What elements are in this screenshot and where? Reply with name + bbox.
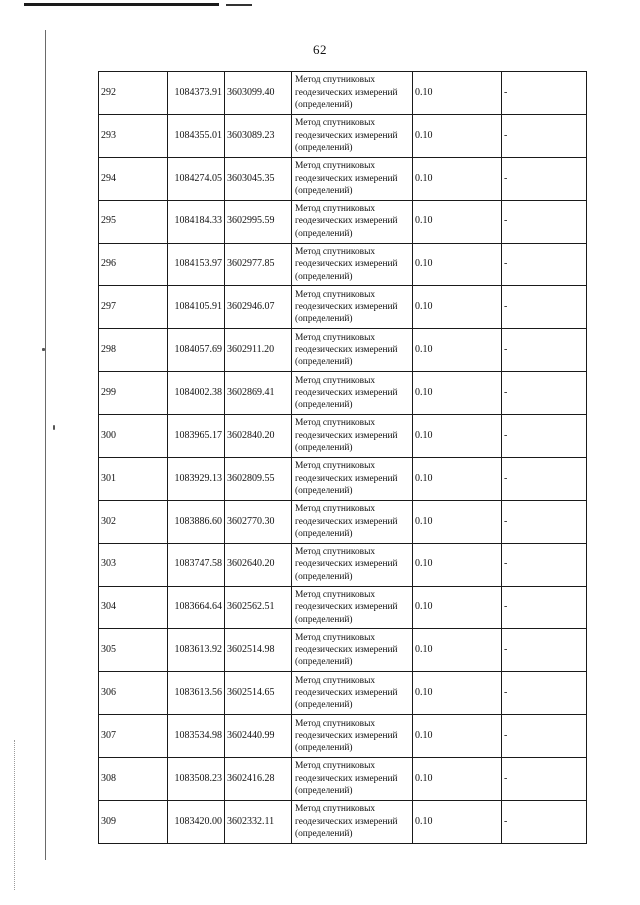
note-cell: - <box>502 200 587 243</box>
y-coordinate-cell: 3603089.23 <box>225 114 292 157</box>
coordinates-table-body <box>99 72 587 844</box>
point-number-cell: 301 <box>99 457 168 500</box>
note-cell: - <box>502 543 587 586</box>
x-coordinate-cell: 1084373.91 <box>168 72 225 115</box>
x-coordinate-cell: 1083613.56 <box>168 672 225 715</box>
x-coordinate-cell: 1083664.64 <box>168 586 225 629</box>
method-cell: Метод спутниковых геодезических измерений (определений) <box>292 800 413 843</box>
x-coordinate-cell: 1083508.23 <box>168 758 225 801</box>
table-row <box>99 672 587 715</box>
point-number-cell: 308 <box>99 758 168 801</box>
method-cell: Метод спутниковых геодезических измерений (определений) <box>292 329 413 372</box>
table-row <box>99 72 587 115</box>
note-cell: - <box>502 758 587 801</box>
x-coordinate-cell: 1084105.91 <box>168 286 225 329</box>
x-coordinate-cell: 1084057.69 <box>168 329 225 372</box>
x-coordinate-cell: 1084002.38 <box>168 372 225 415</box>
scan-edge-line-left <box>45 30 46 860</box>
scan-edge-dots-left <box>14 740 16 890</box>
accuracy-cell: 0.10 <box>413 800 502 843</box>
method-cell: Метод спутниковых геодезических измерений (определений) <box>292 200 413 243</box>
y-coordinate-cell: 3602332.11 <box>225 800 292 843</box>
table-row <box>99 457 587 500</box>
accuracy-cell: 0.10 <box>413 457 502 500</box>
scan-smudge <box>42 348 45 351</box>
method-cell: Метод спутниковых геодезических измерений (определений) <box>292 372 413 415</box>
accuracy-cell: 0.10 <box>413 500 502 543</box>
x-coordinate-cell: 1083613.92 <box>168 629 225 672</box>
table-row <box>99 157 587 200</box>
point-number-cell: 304 <box>99 586 168 629</box>
note-cell: - <box>502 372 587 415</box>
note-cell: - <box>502 329 587 372</box>
y-coordinate-cell: 3602770.30 <box>225 500 292 543</box>
point-number-cell: 297 <box>99 286 168 329</box>
note-cell: - <box>502 114 587 157</box>
note-cell: - <box>502 457 587 500</box>
accuracy-cell: 0.10 <box>413 543 502 586</box>
point-number-cell: 295 <box>99 200 168 243</box>
table-row <box>99 200 587 243</box>
x-coordinate-cell: 1084355.01 <box>168 114 225 157</box>
method-cell: Метод спутниковых геодезических измерений (определений) <box>292 543 413 586</box>
x-coordinate-cell: 1083886.60 <box>168 500 225 543</box>
method-cell: Метод спутниковых геодезических измерений (определений) <box>292 457 413 500</box>
x-coordinate-cell: 1084274.05 <box>168 157 225 200</box>
table-row <box>99 758 587 801</box>
y-coordinate-cell: 3602977.85 <box>225 243 292 286</box>
table-row <box>99 715 587 758</box>
y-coordinate-cell: 3602562.51 <box>225 586 292 629</box>
y-coordinate-cell: 3602514.65 <box>225 672 292 715</box>
method-cell: Метод спутниковых геодезических измерений (определений) <box>292 72 413 115</box>
table-row <box>99 243 587 286</box>
point-number-cell: 299 <box>99 372 168 415</box>
x-coordinate-cell: 1083929.13 <box>168 457 225 500</box>
method-cell: Метод спутниковых геодезических измерений (определений) <box>292 500 413 543</box>
accuracy-cell: 0.10 <box>413 372 502 415</box>
y-coordinate-cell: 3602946.07 <box>225 286 292 329</box>
point-number-cell: 300 <box>99 415 168 458</box>
note-cell: - <box>502 715 587 758</box>
accuracy-cell: 0.10 <box>413 114 502 157</box>
note-cell: - <box>502 157 587 200</box>
y-coordinate-cell: 3602416.28 <box>225 758 292 801</box>
x-coordinate-cell: 1083534.98 <box>168 715 225 758</box>
table-row <box>99 372 587 415</box>
point-number-cell: 293 <box>99 114 168 157</box>
accuracy-cell: 0.10 <box>413 672 502 715</box>
y-coordinate-cell: 3603045.35 <box>225 157 292 200</box>
scan-mark-top <box>226 4 252 6</box>
y-coordinate-cell: 3602995.59 <box>225 200 292 243</box>
point-number-cell: 306 <box>99 672 168 715</box>
y-coordinate-cell: 3602869.41 <box>225 372 292 415</box>
table-row <box>99 500 587 543</box>
point-number-cell: 292 <box>99 72 168 115</box>
accuracy-cell: 0.10 <box>413 243 502 286</box>
table-row <box>99 114 587 157</box>
coordinates-table <box>98 71 587 844</box>
method-cell: Метод спутниковых геодезических измерений (определений) <box>292 672 413 715</box>
accuracy-cell: 0.10 <box>413 157 502 200</box>
accuracy-cell: 0.10 <box>413 415 502 458</box>
accuracy-cell: 0.10 <box>413 586 502 629</box>
table-row <box>99 586 587 629</box>
x-coordinate-cell: 1084184.33 <box>168 200 225 243</box>
point-number-cell: 309 <box>99 800 168 843</box>
method-cell: Метод спутниковых геодезических измерений (определений) <box>292 286 413 329</box>
point-number-cell: 294 <box>99 157 168 200</box>
table-row <box>99 543 587 586</box>
method-cell: Метод спутниковых геодезических измерений (определений) <box>292 243 413 286</box>
y-coordinate-cell: 3602640.20 <box>225 543 292 586</box>
method-cell: Метод спутниковых геодезических измерений (определений) <box>292 415 413 458</box>
point-number-cell: 296 <box>99 243 168 286</box>
point-number-cell: 307 <box>99 715 168 758</box>
accuracy-cell: 0.10 <box>413 329 502 372</box>
note-cell: - <box>502 586 587 629</box>
point-number-cell: 305 <box>99 629 168 672</box>
table-row <box>99 800 587 843</box>
y-coordinate-cell: 3602514.98 <box>225 629 292 672</box>
y-coordinate-cell: 3603099.40 <box>225 72 292 115</box>
method-cell: Метод спутниковых геодезических измерений (определений) <box>292 586 413 629</box>
note-cell: - <box>502 672 587 715</box>
table-row <box>99 629 587 672</box>
note-cell: - <box>502 629 587 672</box>
y-coordinate-cell: 3602809.55 <box>225 457 292 500</box>
table-row <box>99 286 587 329</box>
note-cell: - <box>502 415 587 458</box>
x-coordinate-cell: 1083420.00 <box>168 800 225 843</box>
accuracy-cell: 0.10 <box>413 758 502 801</box>
page-number: 62 <box>313 42 327 57</box>
accuracy-cell: 0.10 <box>413 715 502 758</box>
note-cell: - <box>502 500 587 543</box>
scan-smudge <box>53 425 55 430</box>
method-cell: Метод спутниковых геодезических измерений (определений) <box>292 629 413 672</box>
x-coordinate-cell: 1083747.58 <box>168 543 225 586</box>
y-coordinate-cell: 3602840.20 <box>225 415 292 458</box>
table-row <box>99 329 587 372</box>
note-cell: - <box>502 286 587 329</box>
point-number-cell: 302 <box>99 500 168 543</box>
note-cell: - <box>502 243 587 286</box>
note-cell: - <box>502 800 587 843</box>
method-cell: Метод спутниковых геодезических измерений (определений) <box>292 715 413 758</box>
note-cell: - <box>502 72 587 115</box>
scan-edge-line-top <box>24 3 219 6</box>
point-number-cell: 298 <box>99 329 168 372</box>
point-number-cell: 303 <box>99 543 168 586</box>
x-coordinate-cell: 1084153.97 <box>168 243 225 286</box>
x-coordinate-cell: 1083965.17 <box>168 415 225 458</box>
table-row <box>99 415 587 458</box>
method-cell: Метод спутниковых геодезических измерений (определений) <box>292 758 413 801</box>
y-coordinate-cell: 3602911.20 <box>225 329 292 372</box>
accuracy-cell: 0.10 <box>413 629 502 672</box>
accuracy-cell: 0.10 <box>413 286 502 329</box>
y-coordinate-cell: 3602440.99 <box>225 715 292 758</box>
accuracy-cell: 0.10 <box>413 200 502 243</box>
method-cell: Метод спутниковых геодезических измерений (определений) <box>292 114 413 157</box>
method-cell: Метод спутниковых геодезических измерений (определений) <box>292 157 413 200</box>
accuracy-cell: 0.10 <box>413 72 502 115</box>
